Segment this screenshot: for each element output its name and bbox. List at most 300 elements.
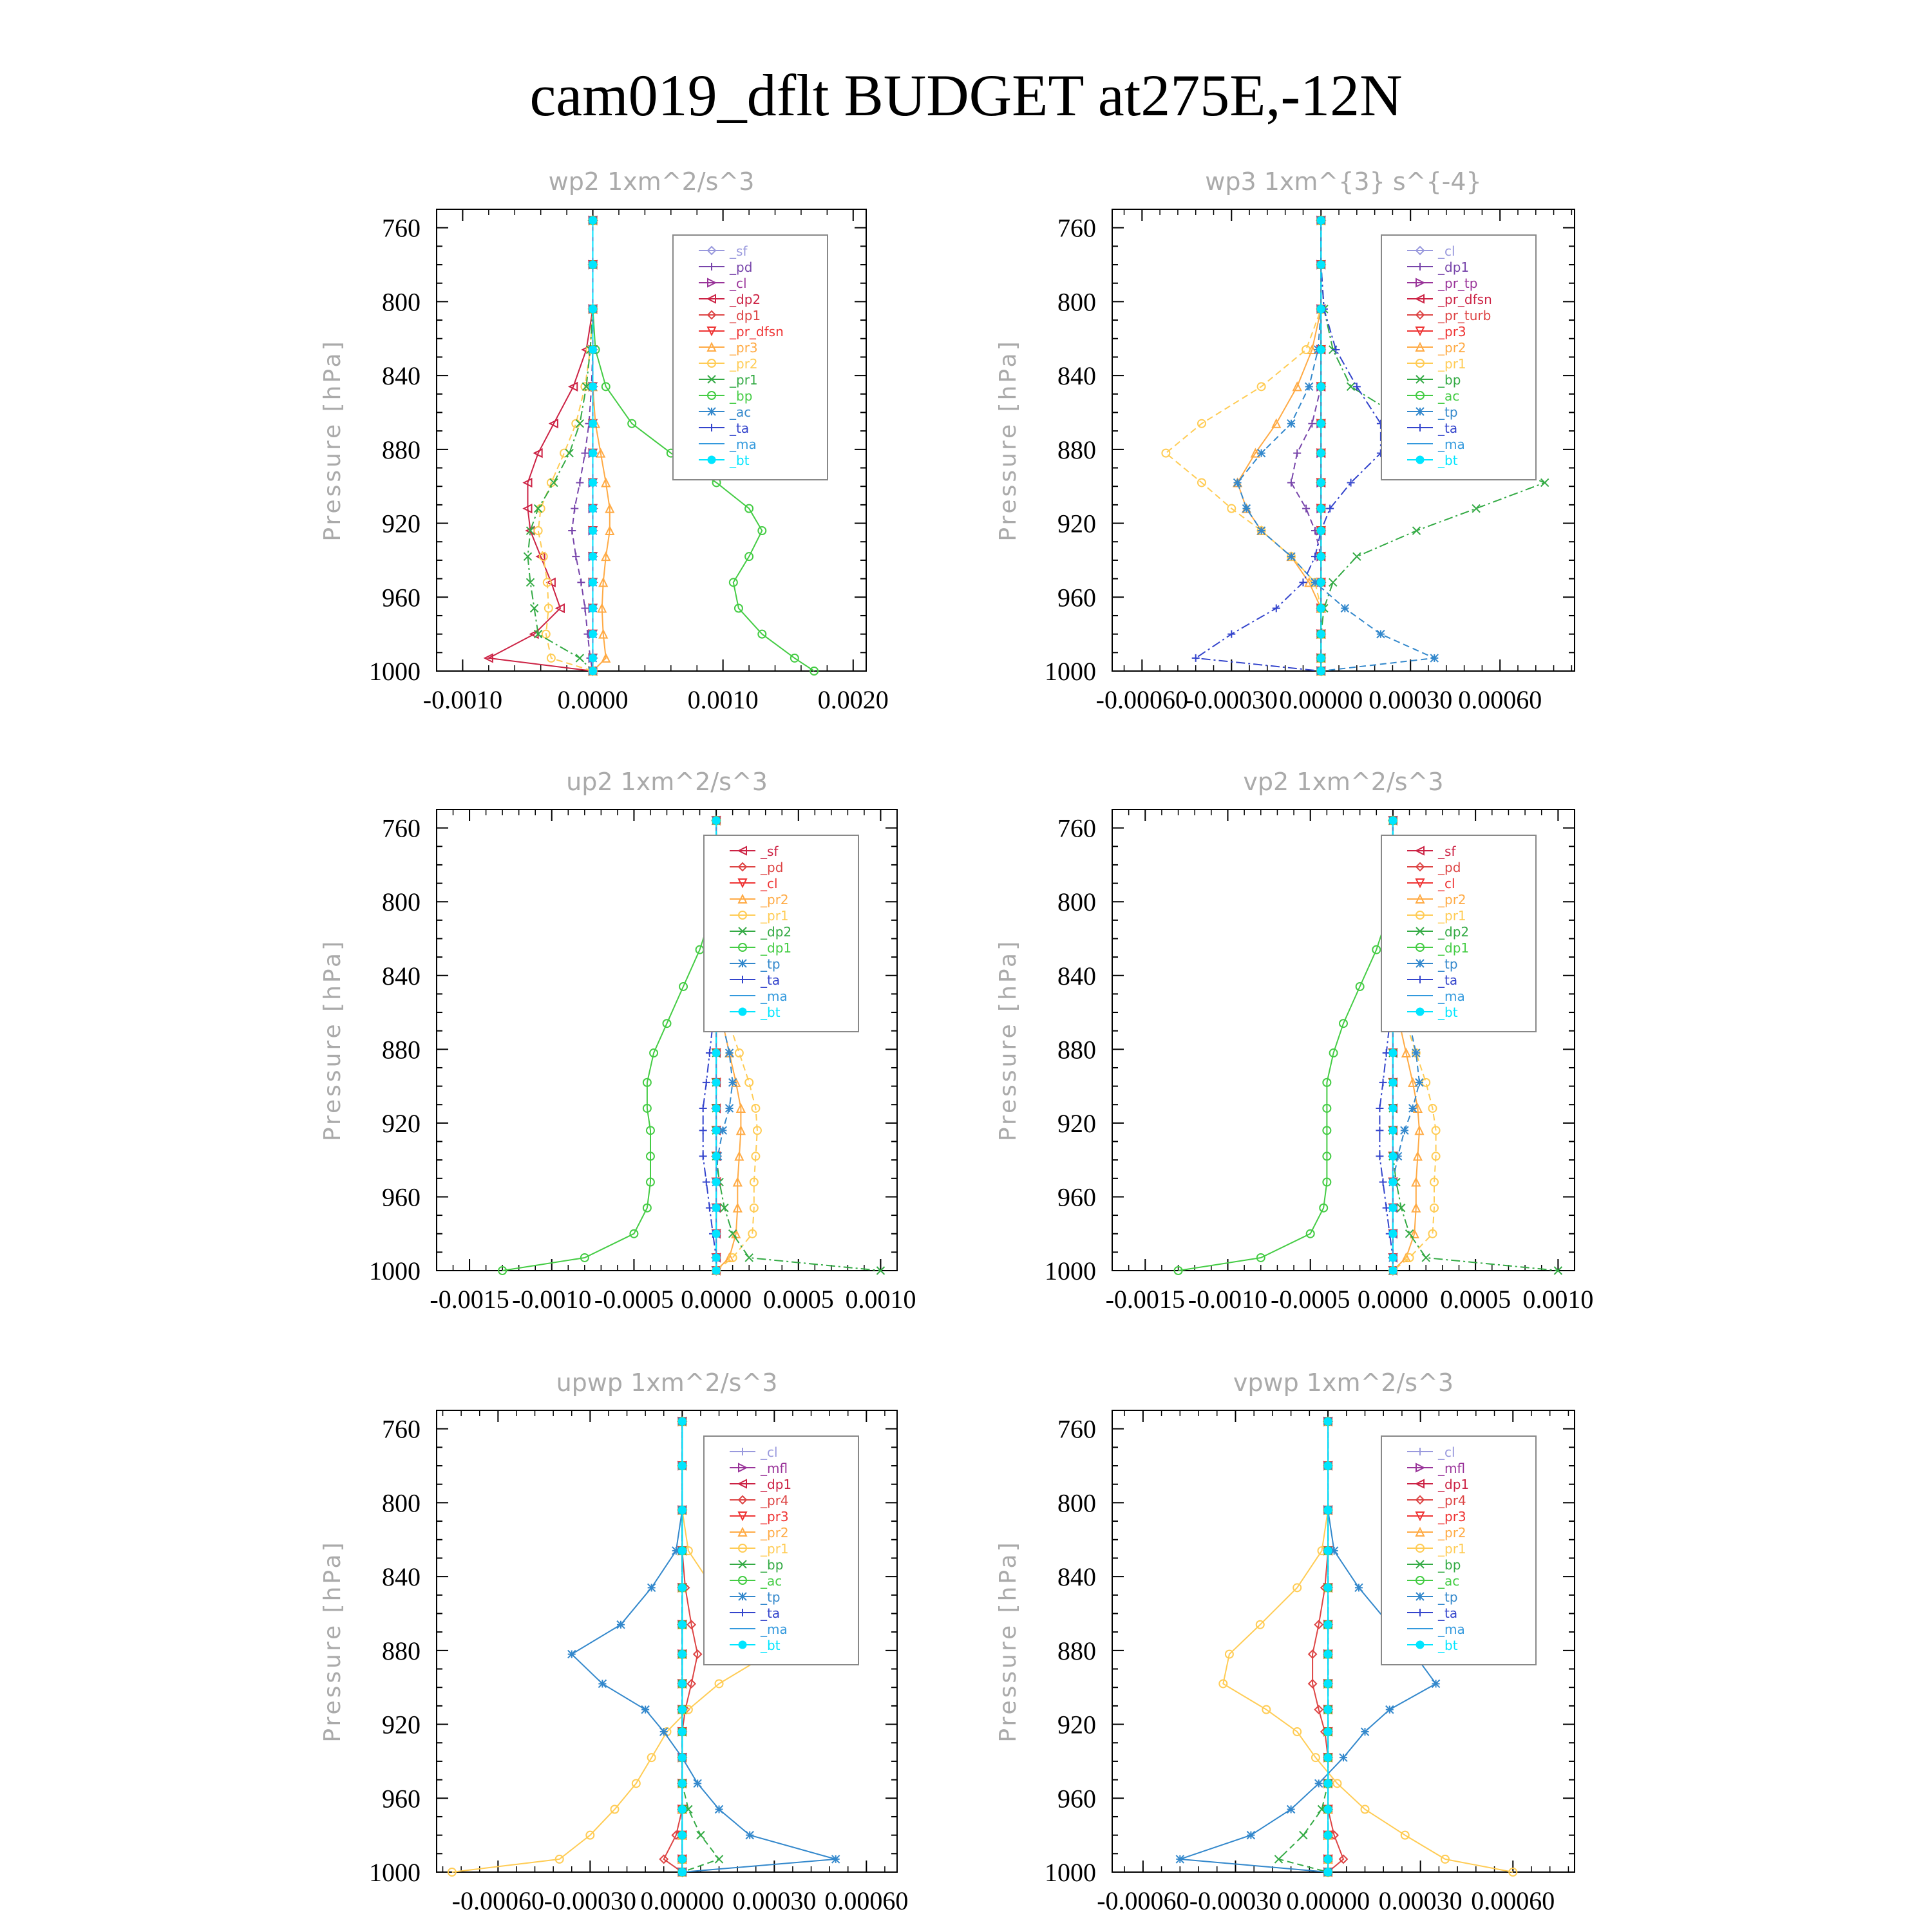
series-point	[1317, 261, 1325, 269]
y-tick-label: 920	[382, 1710, 421, 1739]
panel-title: up2 1xm^2/s^3	[566, 768, 768, 796]
series-point	[1293, 450, 1301, 457]
legend-label: _pd	[761, 860, 784, 875]
series-point	[1422, 1079, 1430, 1086]
series-bp	[1274, 1417, 1332, 1876]
series-point	[715, 1805, 723, 1813]
legend-label: _pr1	[761, 908, 789, 923]
series-point	[1389, 817, 1397, 824]
series-point	[1324, 1855, 1332, 1863]
x-tick-label: 0.0010	[845, 1285, 916, 1314]
series-point	[712, 1230, 720, 1238]
series-point	[571, 505, 578, 513]
legend-label: _tp	[1438, 1589, 1458, 1605]
series-point	[1302, 505, 1310, 513]
series-point	[1258, 450, 1265, 457]
legend	[673, 235, 828, 480]
series-point	[1324, 1651, 1332, 1658]
legend-label: _pr2	[1438, 892, 1466, 907]
series-line	[572, 220, 592, 671]
series-point	[1324, 1754, 1332, 1761]
series-point	[1287, 1805, 1295, 1813]
x-tick-label: 0.0000	[1357, 1285, 1428, 1314]
series-point	[1472, 505, 1480, 513]
panel-title: wp3 1xm^{3} s^{-4}	[1205, 167, 1482, 196]
y-tick-label: 800	[1057, 287, 1096, 317]
series-point	[697, 1832, 705, 1839]
legend-label: _bp	[1438, 372, 1461, 388]
series-point	[565, 450, 573, 457]
series-point	[699, 1126, 707, 1134]
series-point	[678, 1547, 686, 1555]
series-point	[589, 305, 597, 313]
series-point	[1317, 450, 1325, 457]
series-point	[1377, 630, 1385, 638]
legend-label: _dp2	[1438, 924, 1470, 940]
series-point	[712, 1079, 720, 1086]
series-point	[1416, 456, 1424, 464]
series-point	[1317, 420, 1325, 428]
y-tick-label: 760	[382, 813, 421, 843]
x-tick-label: -0.00060	[451, 1886, 544, 1915]
legend-label: _tp	[761, 1589, 781, 1605]
legend-label: _pr4	[761, 1493, 789, 1508]
y-tick-label: 760	[382, 1414, 421, 1444]
legend-label: _mfl	[1438, 1461, 1466, 1476]
panel-title: vpwp 1xm^2/s^3	[1233, 1368, 1454, 1397]
series-point	[1234, 478, 1242, 486]
series-point	[589, 346, 597, 354]
y-tick-label: 960	[1057, 1784, 1096, 1814]
series-line	[1196, 220, 1381, 671]
series-point	[1416, 1593, 1424, 1600]
series-point	[678, 1621, 686, 1629]
series-point	[726, 1104, 734, 1112]
series-pr2	[535, 216, 597, 675]
series-point	[1176, 1855, 1184, 1863]
y-axis-label: Pressure [hPa]	[995, 938, 1021, 1142]
legend-label: _dp1	[761, 940, 792, 956]
legend	[1381, 835, 1536, 1032]
legend-label: _pr1	[761, 1541, 789, 1557]
series-point	[832, 1855, 840, 1863]
legend-label: _mfl	[761, 1461, 788, 1476]
y-tick-label: 880	[382, 1035, 421, 1065]
x-tick-label: 0.0020	[817, 685, 889, 714]
series-point	[745, 1254, 753, 1262]
legend-label: _ta	[1438, 972, 1458, 988]
x-tick-label: -0.00030	[1189, 1886, 1282, 1915]
panel-title: wp2 1xm^2/s^3	[548, 167, 755, 196]
series-point	[1416, 1008, 1424, 1016]
series-point	[572, 553, 580, 560]
series-point	[1305, 383, 1313, 390]
series-point	[1353, 553, 1361, 560]
panel-title: upwp 1xm^2/s^3	[556, 1368, 778, 1397]
series-point	[1317, 604, 1325, 612]
legend-label: _ac	[1438, 1573, 1460, 1589]
series-point	[1317, 553, 1325, 560]
y-tick-label: 840	[1057, 361, 1096, 391]
series-point	[712, 817, 720, 824]
y-tick-label: 760	[382, 213, 421, 243]
y-tick-label: 800	[382, 887, 421, 917]
series-point	[739, 1008, 746, 1016]
series-point	[1317, 478, 1325, 486]
series-point	[1401, 1126, 1408, 1134]
series-point	[1317, 305, 1325, 313]
x-tick-label: 0.00060	[1458, 685, 1542, 714]
x-tick-label: 0.00060	[1471, 1886, 1555, 1915]
series-point	[1389, 1254, 1397, 1262]
series-point	[576, 420, 583, 428]
y-tick-label: 760	[1057, 813, 1096, 843]
x-tick-label: -0.0015	[1105, 1285, 1185, 1314]
series-point	[712, 1104, 720, 1112]
series-point	[1317, 383, 1325, 390]
series-point	[678, 1805, 686, 1813]
legend-label: _ma	[1438, 989, 1465, 1004]
legend	[704, 1436, 858, 1665]
y-tick-label: 1000	[369, 657, 421, 686]
y-tick-label: 840	[382, 961, 421, 990]
y-tick-label: 880	[382, 1636, 421, 1665]
series-ta	[1192, 216, 1385, 675]
series-dp1	[1175, 817, 1397, 1274]
series-point	[1416, 1641, 1424, 1649]
legend-label: _dp1	[761, 1477, 792, 1492]
legend-label: _cl	[761, 876, 778, 891]
legend-label: _sf	[1438, 844, 1456, 859]
series-point	[699, 1104, 707, 1112]
series-point	[1379, 1179, 1387, 1186]
x-tick-label: -0.0005	[594, 1285, 674, 1314]
series-point	[581, 604, 589, 612]
legend-label: _sf	[761, 844, 779, 859]
legend-label: _sf	[730, 243, 748, 259]
series-line	[502, 820, 716, 1271]
series-point	[678, 1832, 686, 1839]
series-point	[1389, 1230, 1397, 1238]
legend-label: _cl	[761, 1444, 778, 1460]
legend	[1381, 235, 1536, 480]
series-point	[745, 1079, 753, 1086]
legend-label: _pr1	[1438, 1541, 1466, 1557]
x-tick-label: -0.00060	[1097, 1886, 1189, 1915]
y-tick-label: 960	[382, 583, 421, 612]
series-point	[1192, 654, 1200, 662]
y-tick-label: 760	[1057, 213, 1096, 243]
series-point	[1389, 1126, 1397, 1134]
y-tick-label: 1000	[369, 1858, 421, 1887]
series-point	[1317, 667, 1325, 675]
series-point	[678, 1706, 686, 1714]
y-tick-label: 880	[1057, 1035, 1096, 1065]
series-point	[1324, 1584, 1332, 1591]
series-point	[1409, 1104, 1417, 1112]
series-point	[589, 553, 597, 560]
legend-label: _ta	[1438, 421, 1458, 436]
legend-label: _ac	[1438, 388, 1460, 404]
y-tick-label: 800	[382, 287, 421, 317]
x-tick-label: 0.00030	[1368, 685, 1453, 714]
series-point	[589, 654, 597, 662]
series-point	[1162, 450, 1170, 457]
legend-label: _bt	[1438, 453, 1458, 468]
series-point	[678, 1754, 686, 1761]
series-line	[1179, 820, 1393, 1271]
series-point	[1412, 1049, 1420, 1057]
legend-label: _pr3	[761, 1509, 789, 1524]
legend	[704, 835, 858, 1032]
y-tick-label: 840	[1057, 1562, 1096, 1592]
legend-label: _ac	[730, 404, 752, 420]
series-point	[589, 383, 597, 390]
series-point	[1258, 527, 1265, 535]
y-tick-label: 960	[1057, 1182, 1096, 1212]
series-point	[1317, 216, 1325, 224]
series-point	[1361, 1728, 1369, 1736]
x-tick-label: -0.0010	[512, 1285, 592, 1314]
series-point	[1432, 1680, 1440, 1687]
series-point	[1376, 1152, 1383, 1160]
legend-label: _ma	[761, 989, 788, 1004]
legend-label: _bt	[1438, 1638, 1458, 1653]
legend-label: _tp	[1438, 956, 1458, 972]
x-tick-label: -0.0010	[422, 685, 503, 714]
series-point	[703, 1179, 710, 1186]
series-point	[568, 1651, 576, 1658]
legend-label: _dp1	[1438, 940, 1470, 956]
series-point	[648, 1584, 656, 1591]
legend-label: _bt	[730, 453, 750, 468]
legend-label: _ta	[761, 1605, 781, 1621]
series-point	[1389, 1152, 1397, 1160]
series-point	[746, 1832, 753, 1839]
x-tick-label: -0.0015	[430, 1285, 509, 1314]
series-point	[589, 505, 597, 513]
legend-label: _bt	[761, 1005, 781, 1020]
y-axis-label: Pressure [hPa]	[319, 938, 346, 1142]
series-point	[1416, 1079, 1423, 1086]
series-point	[589, 478, 597, 486]
legend-label: _pd	[730, 260, 753, 275]
series-point	[1430, 654, 1438, 662]
series-point	[1389, 1104, 1397, 1112]
legend-label: _pr3	[1438, 1509, 1466, 1524]
series-point	[1324, 1868, 1332, 1876]
series-point	[678, 1680, 686, 1687]
legend-label: _pr1	[1438, 356, 1466, 372]
series-point	[739, 1593, 746, 1600]
x-tick-label: 0.00000	[640, 1886, 724, 1915]
y-tick-label: 880	[1057, 435, 1096, 464]
y-axis-label: Pressure [hPa]	[995, 339, 1021, 542]
x-tick-label: 0.00000	[1279, 685, 1363, 714]
series-point	[1324, 1706, 1332, 1714]
series-line	[1238, 220, 1321, 671]
legend-label: _tp	[1438, 404, 1458, 420]
series-point	[660, 1728, 668, 1736]
y-tick-label: 920	[382, 1108, 421, 1138]
legend-label: _pr2	[761, 1525, 789, 1540]
y-tick-label: 1000	[1045, 1256, 1096, 1285]
series-point	[712, 1126, 720, 1134]
legend-label: _dp1	[1438, 1477, 1470, 1492]
legend-label: _cl	[1438, 1444, 1455, 1460]
x-tick-label: 0.0010	[687, 685, 759, 714]
x-tick-label: 0.0000	[681, 1285, 752, 1314]
x-tick-label: 0.00030	[1378, 1886, 1463, 1915]
series-point	[589, 261, 597, 269]
y-tick-label: 800	[382, 1488, 421, 1518]
y-tick-label: 880	[382, 435, 421, 464]
series-line	[489, 220, 593, 671]
figure-title: cam019_dflt BUDGET at275E,-12N	[529, 62, 1403, 128]
series-point	[576, 654, 583, 662]
series-point	[1541, 478, 1549, 486]
y-tick-label: 920	[1057, 1710, 1096, 1739]
series-point	[735, 1049, 743, 1057]
legend-label: _pr2	[1438, 340, 1466, 355]
legend-label: _ma	[1438, 437, 1465, 452]
series-point	[1324, 1805, 1332, 1813]
series-point	[712, 1152, 720, 1160]
legend-label: _ma	[761, 1622, 788, 1637]
series-line	[1279, 1421, 1329, 1872]
series-point	[729, 1079, 737, 1086]
y-tick-label: 920	[382, 509, 421, 538]
series-point	[572, 420, 580, 428]
legend-label: _ma	[730, 437, 757, 452]
series-point	[708, 408, 715, 415]
series-point	[739, 960, 746, 967]
legend-label: _pr4	[1438, 1493, 1466, 1508]
series-point	[1300, 1832, 1307, 1839]
series-point	[1422, 1254, 1430, 1262]
y-tick-label: 960	[1057, 583, 1096, 612]
y-tick-label: 840	[382, 1562, 421, 1592]
series-point	[1287, 553, 1295, 560]
series-point	[712, 1204, 720, 1212]
series-point	[739, 1641, 746, 1649]
series-point	[1389, 1079, 1397, 1086]
series-point	[1332, 346, 1340, 354]
series-point	[581, 450, 589, 457]
series-point	[1308, 420, 1316, 428]
y-tick-label: 840	[382, 361, 421, 391]
legend-label: _tp	[761, 956, 781, 972]
series-point	[1287, 478, 1295, 486]
x-tick-label: 0.0010	[1522, 1285, 1594, 1314]
series-point	[1329, 578, 1337, 586]
series-line	[1166, 220, 1321, 671]
series-dp2	[485, 216, 597, 675]
series-point	[1389, 1204, 1397, 1212]
series-line	[528, 220, 593, 671]
series-point	[1317, 630, 1325, 638]
series-point	[1389, 1179, 1397, 1186]
series-point	[1274, 1855, 1282, 1863]
y-axis-label: Pressure [hPa]	[995, 1540, 1021, 1743]
x-tick-label: 0.00000	[1286, 1886, 1370, 1915]
legend-label: _pr_turb	[1438, 308, 1492, 323]
y-tick-label: 840	[1057, 961, 1096, 990]
x-tick-label: 0.0005	[1440, 1285, 1511, 1314]
legend-label: _dp1	[730, 308, 761, 323]
y-tick-label: 1000	[369, 1256, 421, 1285]
legend-label: _dp1	[1438, 260, 1470, 275]
series-point	[1386, 1706, 1394, 1714]
y-tick-label: 1000	[1045, 657, 1096, 686]
chart-panel-4	[995, 768, 1593, 1314]
series-point	[678, 1506, 686, 1514]
series-point	[1317, 346, 1325, 354]
series-point	[617, 1621, 625, 1629]
series-point	[1273, 604, 1280, 612]
legend-label: _ta	[761, 972, 781, 988]
series-point	[712, 1049, 720, 1057]
legend-label: _pr3	[730, 340, 758, 355]
legend-label: _bp	[761, 1557, 784, 1573]
legend-label: _dp2	[761, 924, 792, 940]
series-point	[1324, 1779, 1332, 1787]
y-tick-label: 920	[1057, 509, 1096, 538]
legend-label: _dp2	[730, 292, 761, 307]
series-point	[1287, 420, 1295, 428]
series-point	[678, 1868, 686, 1876]
series-point	[712, 1254, 720, 1262]
series-point	[589, 420, 597, 428]
legend-label: _ma	[1438, 1622, 1465, 1637]
legend-label: _cl	[1438, 243, 1455, 259]
series-point	[589, 578, 597, 586]
legend-label: _pr_tp	[1438, 276, 1478, 291]
series-point	[1324, 1547, 1332, 1555]
series-point	[678, 1855, 686, 1863]
series-point	[1227, 630, 1235, 638]
legend-label: _cl	[730, 276, 747, 291]
series-point	[1376, 1104, 1383, 1112]
series-point	[1302, 346, 1310, 354]
y-tick-label: 800	[1057, 887, 1096, 917]
legend-label: _pr1	[730, 372, 758, 388]
series-point	[678, 1651, 686, 1658]
series-line	[593, 220, 610, 671]
series-line	[664, 1421, 698, 1872]
series-point	[1389, 1267, 1397, 1274]
y-tick-label: 800	[1057, 1488, 1096, 1518]
chart-panel-3	[319, 768, 916, 1314]
series-point	[589, 527, 597, 535]
series-point	[1324, 1728, 1332, 1736]
series-point	[1376, 1126, 1383, 1134]
legend-label: _bp	[1438, 1557, 1461, 1573]
x-tick-label: -0.00030	[544, 1886, 636, 1915]
series-dp1	[498, 817, 720, 1274]
series-point	[589, 450, 597, 457]
y-tick-label: 960	[382, 1784, 421, 1814]
series-point	[1416, 408, 1424, 415]
series-point	[694, 1779, 701, 1787]
series-point	[726, 1049, 734, 1057]
series-point	[589, 630, 597, 638]
series-point	[712, 1179, 720, 1186]
series-point	[678, 1417, 686, 1425]
legend	[1381, 1436, 1536, 1665]
legend-label: _pr2	[730, 356, 758, 372]
series-point	[1412, 527, 1420, 535]
